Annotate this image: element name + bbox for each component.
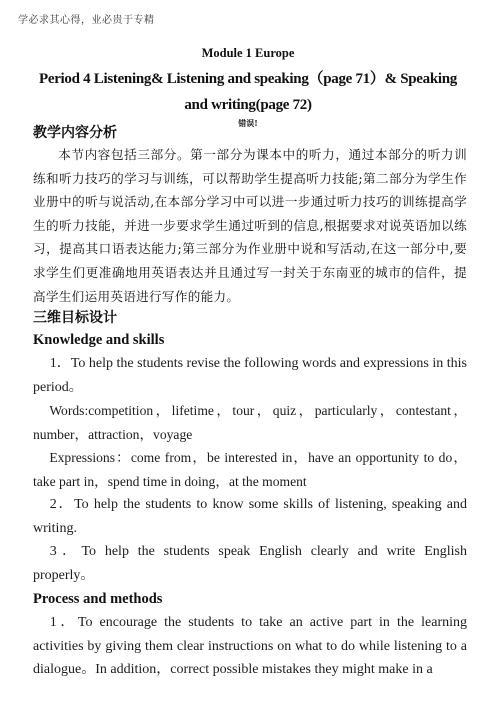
- subheading-knowledge: Knowledge and skills: [33, 332, 165, 349]
- knowledge-words: Words:competition，lifetime，tour，quiz，particularly，contestant，number，attraction，voyage: [33, 403, 467, 442]
- section-heading-goals: 三维目标设计: [33, 310, 117, 327]
- knowledge-expressions: Expressions：come from，be interested in，have an opportunity to do，take part in，spend time in doing，at the moment: [33, 450, 467, 489]
- error-note: 错误!: [238, 118, 258, 128]
- knowledge-item-3: 3．To help the students speak English clearly and write English properly。: [33, 544, 467, 583]
- process-item-1: 1．To encourage the students to take an active part in the learning activities by giving them clear instructions on what to do while listening to a dialogue。In addition，correct possible mistakes they might make in a: [33, 615, 467, 678]
- module-title: Module 1 Europe: [201, 46, 295, 60]
- analysis-paragraph: 本节内容包括三部分。第一部分为课本中的听力，通过本部分的听力训练和听力技巧的学习与训练，可以帮助学生提高听力技能;第二部分为学生作业册中的听与说活动,在本部分学习中可以进一步通过听力技巧的训练提高学生的听力技能，并进一步要求学生通过听到的信息,根据要求对说英语加以练习，提高其口语表达能力;第三部分为作业册中说和写活动,在这一部分中,要求学生们更准确地用英语表达并且通过写一封关于东南亚的城市的信件，提高学生们运用英语进行写作的能力。: [33, 147, 467, 304]
- subheading-process: Process and methods: [33, 591, 163, 608]
- period-title: Period 4 Listening& Listening and speaking（page 71）& Speaking and writing(page 72): [38, 71, 458, 113]
- document-body: [33, 123, 467, 682]
- section-heading-analysis: 教学内容分析: [33, 125, 117, 141]
- knowledge-item-1: 1．To help the students revise the following words and expressions in this period。: [33, 356, 467, 395]
- knowledge-item-2: 2．To help the students to know some skills of listening, speaking and writing.: [33, 497, 467, 536]
- header-motto: 学必求其心得，业必贵于专精: [18, 15, 155, 26]
